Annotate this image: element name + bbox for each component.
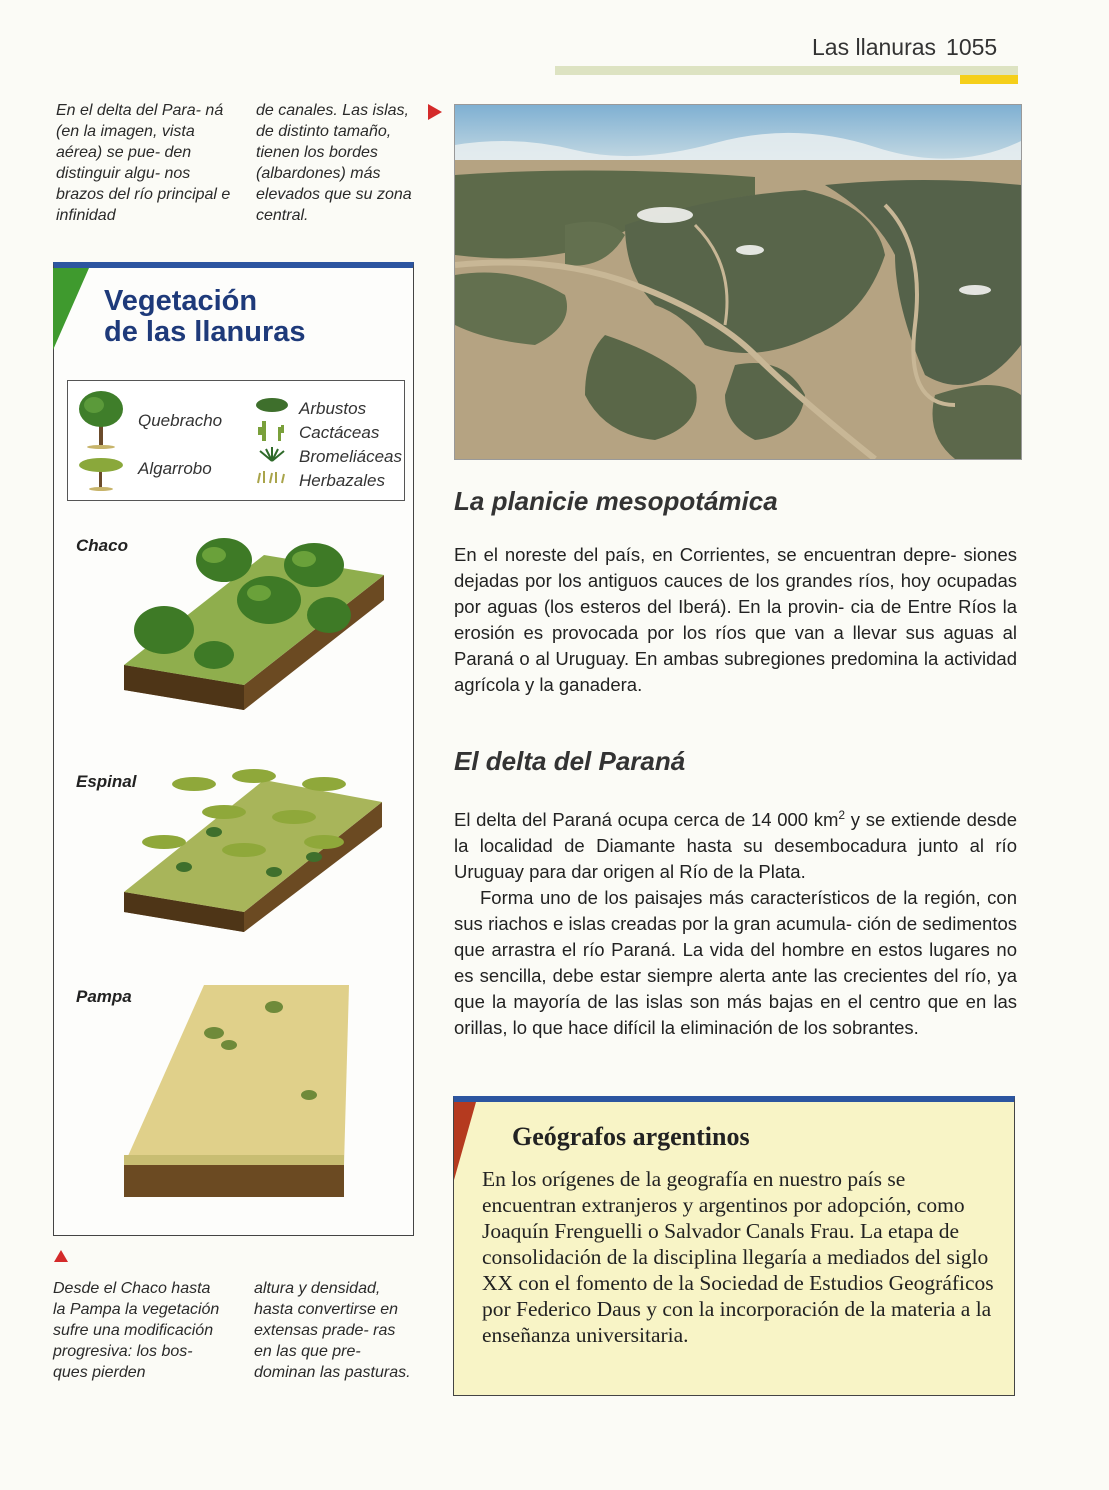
delta-body	[454, 802, 1017, 1041]
shrub-icon	[252, 395, 292, 413]
biome-label-pampa: Pampa	[76, 987, 132, 1006]
biome-label-chaco: Chaco	[76, 536, 128, 555]
algarrobo-tree-icon	[76, 453, 126, 493]
section-name: Las llanuras	[812, 34, 937, 60]
vegetation-box-corner	[53, 268, 89, 350]
chaco-block-illustration	[124, 535, 384, 715]
biome-label-espinal: Espinal	[76, 772, 137, 791]
legend-arbustos: Arbustos	[299, 399, 367, 418]
delta-paragraph-2: Forma uno de los paisajes más característicos de la región, con sus riachos e islas creadas por la gran acumula- ción de sedimentos que arrastra el río Paraná. La vida del hombre en estos lugares no es sencilla, debe estar siempre alerta ante las crecientes del río, ya que la mayoría de las islas son más bajas en el centro que en las orillas, lo que hace difícil la eliminación de los sobrantes.	[454, 887, 1017, 1039]
cactus-icon	[252, 419, 292, 443]
bromeliad-icon	[252, 447, 292, 463]
vegetation-legend	[67, 380, 405, 501]
vegetation-caption-col2: altura y densidad, hasta convertirse en extensas prade- ras en las que pre- dominan las pasturas.	[254, 1280, 411, 1381]
photo-caption-col2: de canales. Las islas, de distinto tamaño, tienen los bordes (albardones) más elevados que su zona central.	[256, 102, 412, 224]
delta-aerial-photo	[454, 104, 1022, 460]
legend-bromeliaceas: Bromeliáceas	[299, 447, 402, 466]
espinal-block-illustration	[124, 762, 384, 932]
grass-icon	[252, 469, 292, 485]
legend-algarrobo: Algarrobo	[138, 459, 212, 478]
vegetation-title: Vegetación de las llanuras	[104, 285, 306, 348]
vegetation-caption-col1: Desde el Chaco hasta la Pampa la vegetación sufre una modificación progresiva: los bos- ques pierden	[53, 1280, 220, 1381]
geografos-title: Geógrafos argentinos	[512, 1122, 750, 1151]
delta-heading: El delta del Paraná	[454, 746, 686, 776]
delta-paragraph-1: El delta del Paraná ocupa cerca de 14 000 $km^2$ y se extiende desde la localidad de Diamante hasta su desembocadura junto al río Uruguay para dar origen al Río de la Plata.	[454, 808, 1017, 883]
quebracho-tree-icon	[76, 387, 126, 449]
legend-herbazales: Herbazales	[299, 471, 385, 490]
photo-pointer-icon	[428, 104, 442, 120]
legend-cactaceas: Cactáceas	[299, 423, 380, 442]
caption-pointer-icon	[54, 1250, 68, 1262]
legend-quebracho: Quebracho	[138, 411, 223, 430]
running-head	[812, 34, 997, 61]
planicie-paragraph: En el noreste del país, en Corrientes, se encuentran depre- siones dejadas por los antiguos cauces de los grandes ríos, hoy ocupadas por aguas (los esteros del Iberá). En la provin- cia de Entre Ríos la erosión es provocada por los ríos que van a llevar sus aguas al Paraná o al Uruguay. En ambas subregiones predomina la actividad agrícola y la ganadera.	[454, 544, 1017, 695]
geografos-box-corner	[454, 1102, 476, 1180]
photo-caption-col1: En el delta del Para- ná (en la imagen, vista aérea) se pue- den distinguir algu- nos brazos del río principal e infinidad	[56, 102, 231, 224]
header-rule	[555, 66, 1018, 75]
geografos-text: En los orígenes de la geografía en nuestro país se encuentran extranjeros y argentinos por adopción, como Joaquín Frenguelli o Salvador Canals Frau. La etapa de consolidación de la disciplina llegaría a mediados del siglo XX con el fomento de la Sociedad de Estudios Geográficos por Federico Daus y con la incorporación de la materia a la enseñanza universitaria.	[482, 1167, 994, 1347]
pampa-block-illustration	[124, 985, 349, 1215]
planicie-heading: La planicie mesopotámica	[454, 486, 778, 516]
page-number: 1055	[946, 34, 998, 60]
header-accent-bar	[960, 75, 1018, 84]
